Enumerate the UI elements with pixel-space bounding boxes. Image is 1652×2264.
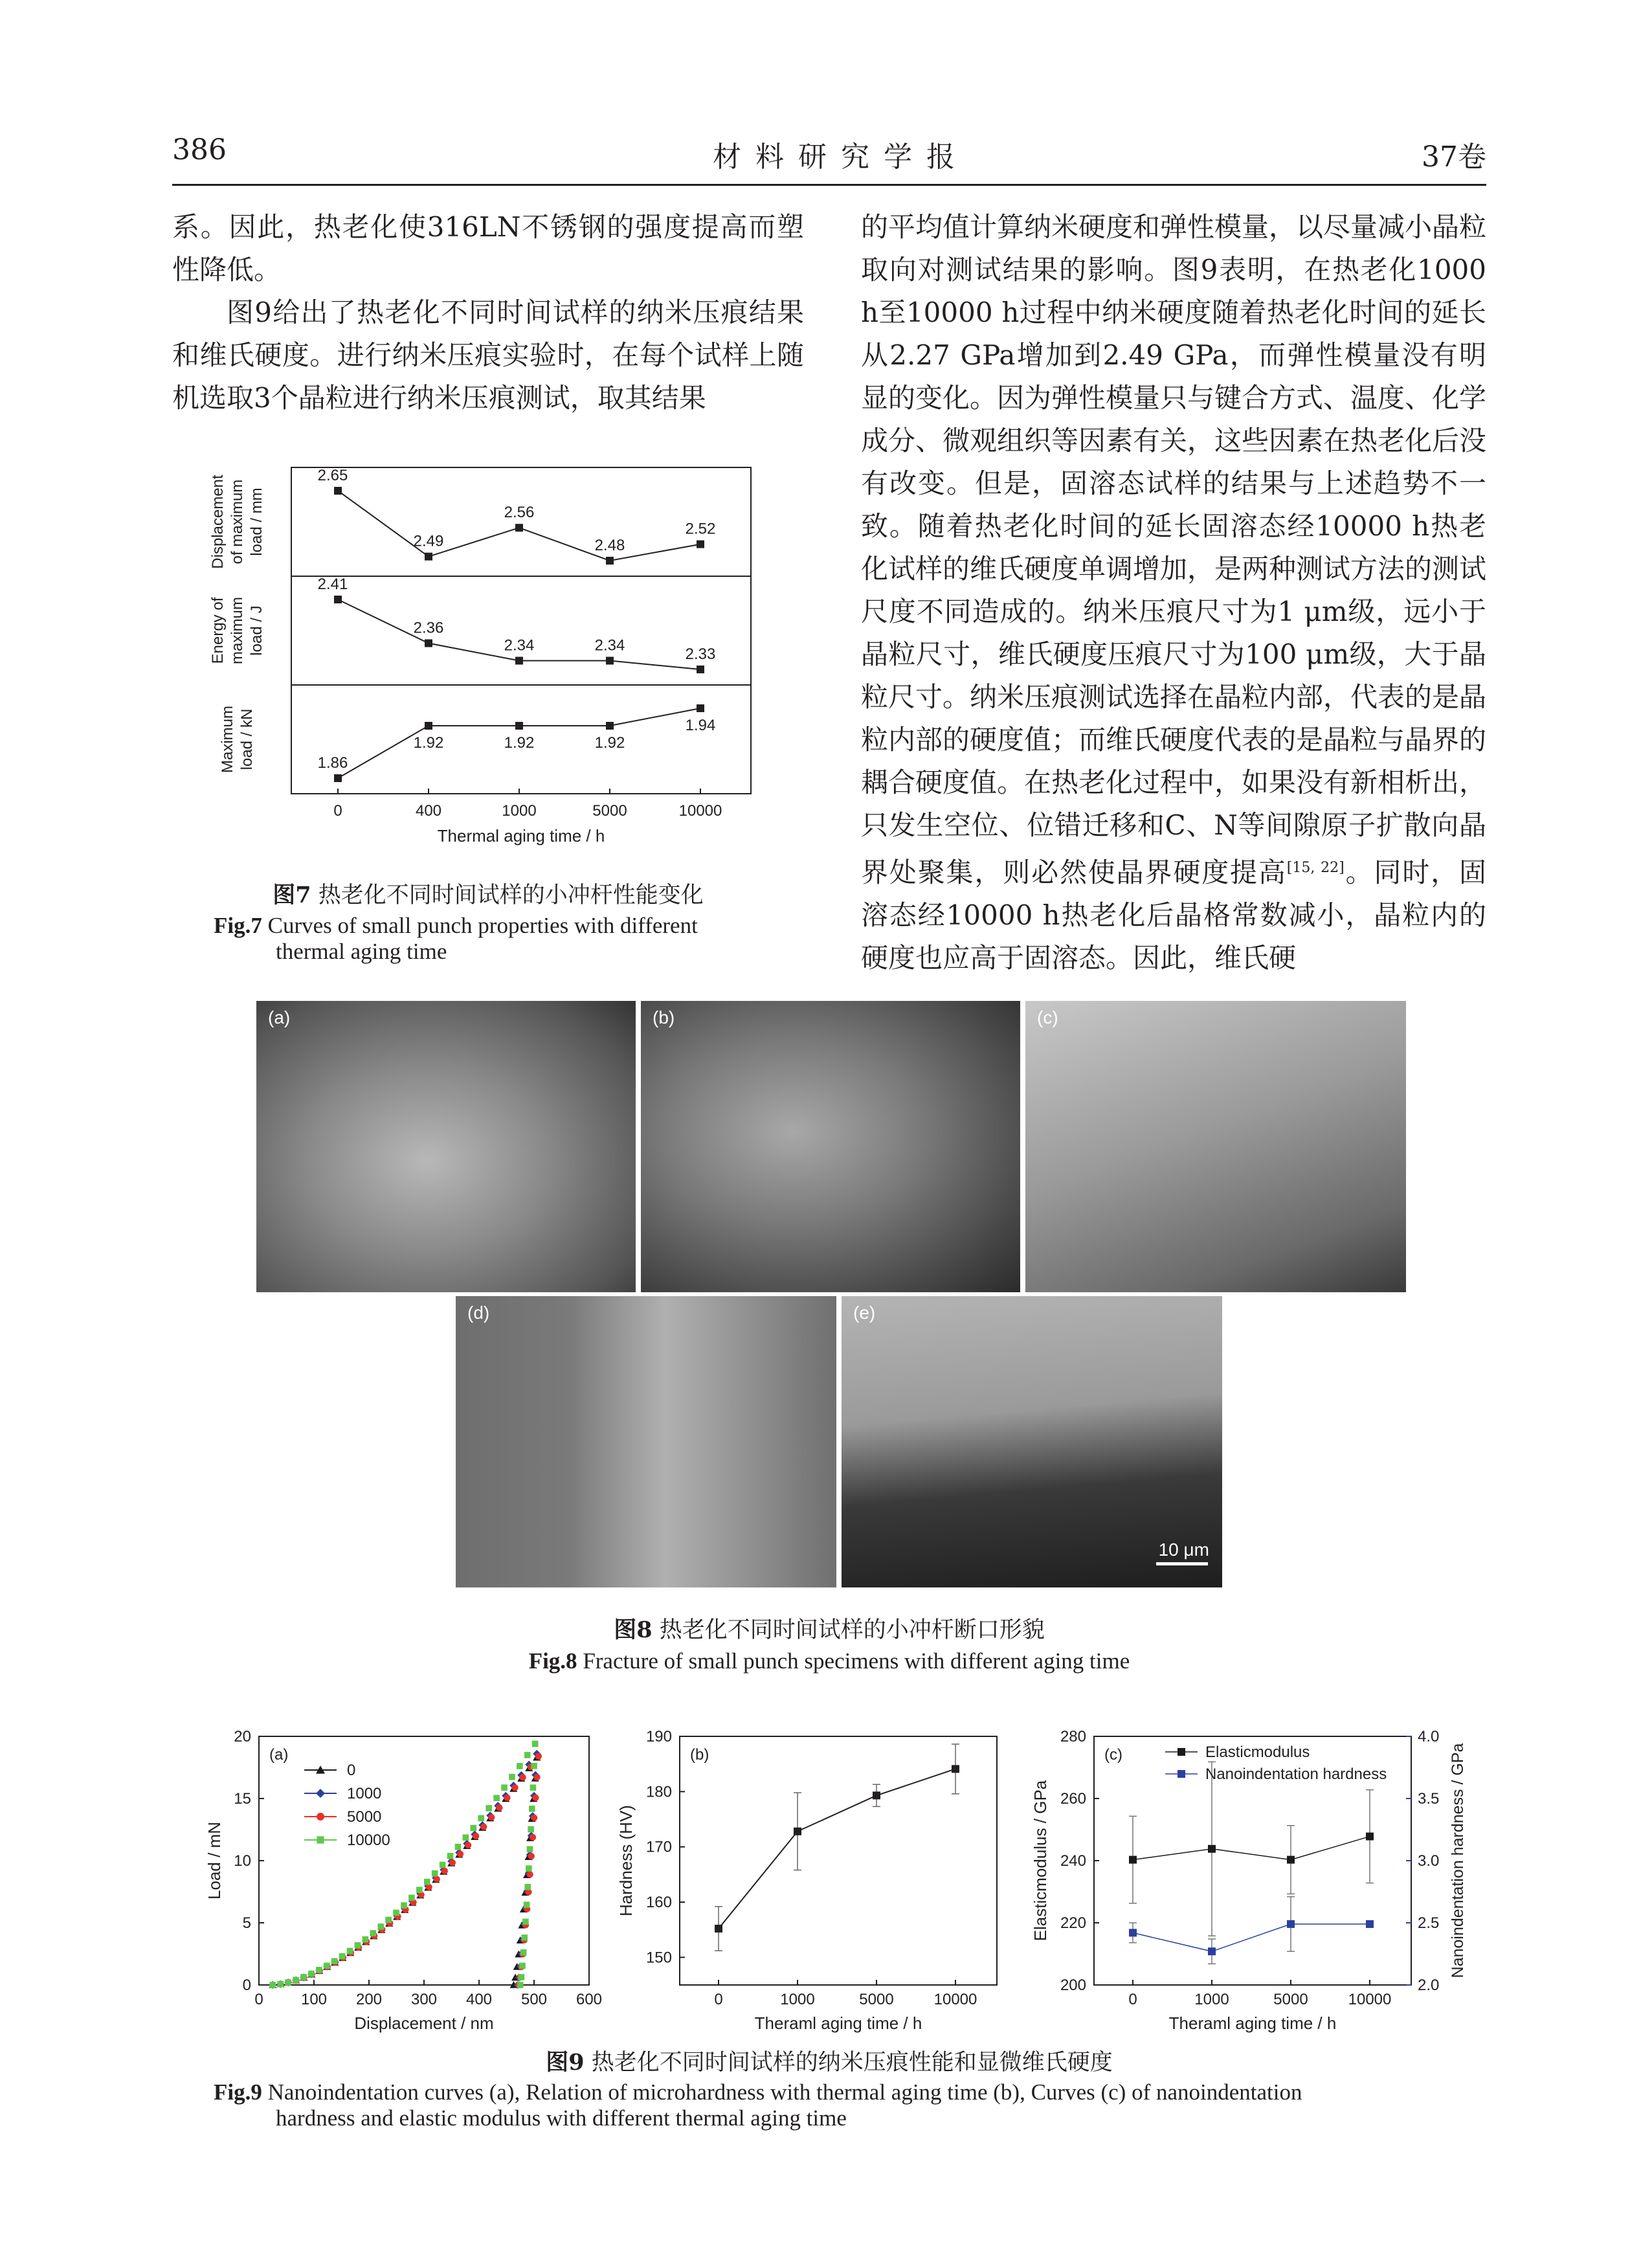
sem-image-d <box>456 1296 836 1587</box>
caption-text: Curves of small punch properties with different <box>262 913 698 938</box>
fig9a-data-point <box>455 1844 462 1850</box>
fig9a-x-tick-label: 0 <box>254 1991 263 2008</box>
fig9c-data-point <box>1208 1845 1216 1853</box>
fig9a-data-point <box>531 1815 537 1821</box>
fig9a-data-point <box>517 1982 524 1988</box>
caption-text: Fracture of small punch specimens with different aging time <box>577 1648 1130 1674</box>
caption-text: hardness and elastic modulus with different thermal aging time <box>276 2105 847 2131</box>
fig9a-x-tick-label: 500 <box>520 1991 548 2008</box>
fig9c-y-tick-label: 280 <box>1060 1728 1086 1745</box>
fig9c-legend-label: Nanoindentation hardness <box>1205 1765 1387 1783</box>
fig9c-data-point <box>1366 1920 1374 1928</box>
fig7-data-label: 1.92 <box>504 734 535 752</box>
right-column-text <box>861 206 1486 980</box>
fig9a-data-point <box>531 1763 537 1769</box>
fig9a-series <box>269 1741 538 1988</box>
fig9b-x-axis-title: Theraml aging time / h <box>754 2013 922 2033</box>
fig7-axis-label: of maximum <box>229 479 246 565</box>
fig7-data-point <box>425 553 432 561</box>
fig7-data-label: 2.52 <box>685 520 716 538</box>
fig9a-y-tick-label: 5 <box>242 1914 251 1932</box>
fig7-data-point <box>515 657 523 665</box>
panel-label: (e) <box>853 1303 876 1323</box>
fig9a-data-point <box>363 1936 369 1943</box>
fig9b-x-tick-label: 0 <box>714 1991 723 2008</box>
fig9c-data-point <box>1129 1929 1137 1936</box>
fig7-data-point <box>606 557 614 565</box>
fig9a-data-point <box>347 1948 353 1955</box>
fig9c-y-right-tick-label: 3.5 <box>1418 1790 1440 1808</box>
fig9b-y-tick-label: 160 <box>645 1894 672 1911</box>
fig9c-panel-label: (c) <box>1104 1746 1122 1764</box>
fig9c-data-point <box>1129 1856 1137 1864</box>
fig8-caption-en <box>172 1648 1486 1674</box>
fig9a-x-tick-label: 200 <box>355 1991 383 2008</box>
fig7-data-point <box>606 657 614 665</box>
fig9b-x-tick-label: 10000 <box>933 1991 977 2008</box>
fig7-axis-label: Displacement <box>209 475 227 569</box>
fig9a-data-point <box>424 1879 430 1885</box>
fig9a-series <box>269 1753 542 1988</box>
sem-image-e <box>842 1296 1222 1587</box>
fig9a-data-point <box>478 1815 484 1822</box>
fig9a-data-point <box>524 1752 531 1758</box>
fig7-axis-label: maximum <box>229 596 246 665</box>
fig7-axis-label: load / kN <box>238 708 256 770</box>
fig9a-data-point <box>393 1910 399 1916</box>
fig7-axis-label: Maximum <box>219 705 236 774</box>
fig9c-data-point <box>1366 1833 1374 1841</box>
fig9a-data-point <box>519 1963 526 1969</box>
fig7-data-point <box>606 722 614 730</box>
fig9b-data-point <box>873 1791 880 1799</box>
fig9a-y-tick-label: 10 <box>234 1852 251 1870</box>
fig9c-series-line <box>1133 1837 1370 1860</box>
fig9a-data-point <box>527 1846 533 1852</box>
caption-label: Fig.7 <box>214 913 262 938</box>
fig9b-y-tick-label: 180 <box>645 1783 672 1801</box>
fig9b-y-tick-label: 190 <box>645 1728 672 1745</box>
caption-text: 热老化不同时间试样的纳米压痕性能和显微维氏硬度 <box>584 2050 1113 2076</box>
caption-label: 图9 <box>546 2049 585 2076</box>
fig9a-data-point <box>447 1853 454 1859</box>
fig9a-data-point <box>520 1774 526 1780</box>
citation: [15, 22] <box>1286 860 1345 876</box>
fig9a-x-axis-title: Displacement / nm <box>354 2013 494 2033</box>
fig9a-data-point <box>370 1930 376 1936</box>
fig9a-data-point <box>527 1871 533 1877</box>
fig7-data-point <box>425 722 432 730</box>
caption-label: 图7 <box>273 882 311 908</box>
fig9a-data-point <box>401 1902 407 1909</box>
fig9a-data-point <box>519 1974 525 1980</box>
fig9a-data-point <box>449 1859 456 1866</box>
fig7-x-tick-label: 0 <box>333 802 342 820</box>
fig9a-data-point <box>277 1981 284 1988</box>
fig9b-y-tick-label: 170 <box>645 1838 672 1856</box>
paragraph-tail: 。同时，固溶态经10000 h热老化后晶格常数减小，晶粒内的硬度也应高于固溶态。因此，维氏硬 <box>861 857 1486 974</box>
fig9c-chart <box>1016 1696 1482 2033</box>
fig9a-y-tick-label: 15 <box>234 1790 251 1808</box>
fig9b-series-line <box>719 1769 955 1929</box>
caption-label: 图8 <box>614 1617 653 1643</box>
fig9a-y-axis-title: Load / mN <box>205 1822 224 1900</box>
fig9a-legend-label: 5000 <box>347 1808 382 1826</box>
fig9c-y-tick-label: 220 <box>1060 1914 1086 1932</box>
fig9a-data-point <box>526 1865 532 1872</box>
fig9a-data-point <box>528 1826 534 1833</box>
fig9a-data-point <box>530 1784 537 1791</box>
fig9a-data-point <box>535 1753 542 1760</box>
fig7-axis-label: load / mm <box>248 488 265 556</box>
fig9c-legend-label: Elasticmodulus <box>1205 1743 1310 1761</box>
caption-text: Nanoindentation curves (a), Relation of microhardness with thermal aging time (b), Curves (c) of nanoindentation <box>262 2079 1302 2105</box>
fig9a-data-point <box>465 1842 471 1848</box>
fig9b-x-tick-label: 1000 <box>780 1991 815 2008</box>
fig9a-data-point <box>480 1824 487 1830</box>
fig7-panel-frame <box>291 576 751 685</box>
fig7-axis-label: load / J <box>248 605 265 656</box>
fig9a-data-point <box>377 1923 384 1930</box>
fig9a-chart <box>194 1696 608 2033</box>
fig9b-plot-frame <box>680 1736 997 1985</box>
scale-bar-label: 10 μm <box>1158 1540 1209 1560</box>
fig9a-data-point <box>471 1825 477 1832</box>
panel-label: (c) <box>1037 1007 1058 1027</box>
fig9a-data-point <box>324 1962 330 1969</box>
fig9c-y-tick-label: 200 <box>1060 1977 1086 1994</box>
fig9c-x-tick-label: 1000 <box>1194 1991 1229 2008</box>
fig8-caption-cn <box>172 1612 1486 1644</box>
fig9a-data-point <box>486 1805 492 1811</box>
fig9-caption-en <box>214 2079 1482 2131</box>
fig9b-y-axis-title: Hardness (HV) <box>616 1805 636 1916</box>
fig9a-x-tick-label: 600 <box>575 1991 603 2008</box>
fig9a-data-point <box>316 1967 322 1973</box>
fig7-caption-en <box>214 913 796 965</box>
fig9a-data-point <box>355 1942 361 1949</box>
fig7-data-label: 2.34 <box>594 636 625 655</box>
fig9c-y-right-tick-label: 4.0 <box>1418 1728 1440 1745</box>
fig7-data-label: 2.49 <box>413 532 444 550</box>
fig9b-y-tick-label: 150 <box>645 1949 672 1967</box>
fig9c-legend-marker <box>1178 1770 1185 1778</box>
fig9c-data-point <box>1208 1947 1216 1955</box>
fig9b-panel-label: (b) <box>690 1746 709 1764</box>
fig7-data-point <box>697 541 704 548</box>
fig9a-data-point <box>440 1862 446 1868</box>
caption-text: 热老化不同时间试样的小冲杆性能变化 <box>311 882 704 908</box>
fig9b-data-point <box>794 1828 801 1835</box>
fig9c-y-right-tick-label: 2.0 <box>1418 1977 1440 1994</box>
fig7-data-point <box>697 666 704 673</box>
fig9a-series <box>269 1754 541 1988</box>
fig7-data-label: 2.36 <box>413 619 444 637</box>
fig7-data-label: 1.92 <box>594 734 625 752</box>
fig9a-y-tick-label: 0 <box>242 1977 251 1994</box>
fig7-data-point <box>515 524 523 532</box>
fig9b-x-tick-label: 5000 <box>859 1991 894 2008</box>
panel-label: (d) <box>467 1303 490 1323</box>
fig9a-data-point <box>529 1806 535 1812</box>
fig9a-data-point <box>488 1814 495 1821</box>
fig7-data-label: 1.94 <box>685 717 716 734</box>
fig9a-data-point <box>522 1919 529 1925</box>
fig9a-data-point <box>473 1833 479 1839</box>
fig9a-legend-label: 0 <box>347 1762 356 1779</box>
caption-label: Fig.9 <box>214 2079 262 2105</box>
panel-label: (b) <box>653 1007 675 1027</box>
fig9a-data-point <box>331 1958 338 1964</box>
fig9c-series-line <box>1133 1924 1370 1951</box>
fig7-panel-frame <box>291 467 751 576</box>
header-rule <box>172 184 1486 186</box>
fig9c-y-right-tick-label: 3.0 <box>1418 1852 1440 1870</box>
fig9c-legend-marker <box>1178 1748 1185 1756</box>
fig7-x-tick-label: 1000 <box>502 802 537 820</box>
fig9a-data-point <box>441 1868 448 1874</box>
fig9a-data-point <box>408 1895 415 1901</box>
fig7-data-label: 2.41 <box>317 576 348 593</box>
fig7-data-point <box>334 774 342 782</box>
fig9a-data-point <box>528 1853 535 1859</box>
caption-text: thermal aging time <box>276 939 447 964</box>
fig9a-data-point <box>493 1795 500 1801</box>
fig9a-data-point <box>416 1887 423 1893</box>
fig9a-data-point <box>509 1774 515 1780</box>
fig9c-x-axis-title: Theraml aging time / h <box>1168 2013 1337 2033</box>
fig7-chart <box>209 453 783 874</box>
fig9b-data-point <box>715 1925 722 1933</box>
fig7-data-label: 2.65 <box>317 467 348 484</box>
fig7-data-point <box>515 722 523 730</box>
journal-title: 材 料 研 究 学 报 <box>713 140 957 174</box>
fig9b-chart <box>602 1696 1023 2033</box>
fig9a-data-point <box>285 1979 291 1986</box>
page-number: 386 <box>172 133 227 166</box>
fig9a-legend-label: 10000 <box>347 1832 390 1849</box>
fig9b-data-point <box>952 1765 959 1773</box>
fig9a-data-point <box>300 1974 307 1980</box>
fig7-x-tick-label: 10000 <box>678 802 722 820</box>
fig9a-legend-marker <box>317 1836 324 1843</box>
fig9a-data-point <box>532 1795 539 1801</box>
fig7-data-label: 1.86 <box>317 754 348 772</box>
fig9a-data-point <box>463 1834 469 1841</box>
caption-text: 热老化不同时间试样的小冲杆断口形貌 <box>652 1617 1045 1643</box>
fig7-data-label: 2.34 <box>504 636 535 655</box>
fig9a-plot-frame <box>259 1736 589 1985</box>
fig9a-series <box>269 1750 541 1989</box>
fig9a-data-point <box>432 1870 438 1877</box>
fig9a-legend-marker <box>317 1813 324 1821</box>
fig9a-data-point <box>385 1917 392 1923</box>
volume-number: 37卷 <box>1422 140 1486 174</box>
fig7-data-point <box>425 640 432 647</box>
fig9-caption-cn <box>172 2045 1486 2077</box>
fig9a-legend-label: 1000 <box>347 1785 382 1802</box>
paragraph: 系。因此，热老化使316LN不锈钢的强度提高而塑性降低。 <box>172 211 804 286</box>
sem-image-c <box>1025 1001 1406 1292</box>
fig9a-panel-label: (a) <box>269 1746 289 1764</box>
fig9c-x-tick-label: 5000 <box>1273 1991 1308 2008</box>
fig9a-data-point <box>269 1982 276 1988</box>
fig9a-data-point <box>522 1934 528 1941</box>
fig7-data-label: 2.33 <box>685 645 716 663</box>
fig7-x-axis-title: Thermal aging time / h <box>437 826 605 846</box>
fig9a-x-tick-label: 400 <box>465 1991 493 2008</box>
fig7-caption-cn <box>172 877 804 910</box>
fig9a-data-point <box>496 1804 502 1811</box>
fig9a-data-point <box>532 1741 539 1747</box>
fig7-data-label: 1.92 <box>413 734 444 752</box>
panel-label: (a) <box>268 1007 291 1027</box>
caption-label: Fig.8 <box>528 1648 577 1674</box>
fig9a-x-tick-label: 300 <box>410 1991 438 2008</box>
fig9c-y-right-axis-title: Nanoindentation hardness / GPa <box>1449 1743 1467 1978</box>
fig9a-legend-marker <box>316 1789 325 1798</box>
fig9a-data-point <box>511 1784 518 1791</box>
paragraph: 图9给出了热老化不同时间试样的纳米压痕结果和维氏硬度。进行纳米压痕实验时，在每个试样上随机选取3个晶粒进行纳米压痕测试，取其结果 <box>172 297 804 414</box>
fig9a-y-tick-label: 20 <box>234 1728 251 1745</box>
fig9a-data-point <box>530 1834 536 1841</box>
fig9c-data-point <box>1287 1856 1295 1864</box>
fig9c-data-point <box>1287 1920 1295 1928</box>
fig9a-data-point <box>434 1876 440 1882</box>
fig7-data-label: 2.56 <box>504 504 535 522</box>
fig9a-data-point <box>457 1851 463 1857</box>
paragraph <box>861 206 1486 980</box>
fig7-axis-label: Energy of <box>209 597 227 664</box>
fig9a-data-point <box>534 1774 541 1780</box>
fig7-data-point <box>697 704 704 712</box>
sem-image-b <box>641 1001 1020 1292</box>
fig9a-data-point <box>501 1784 508 1791</box>
fig9c-y-right-tick-label: 2.5 <box>1418 1914 1440 1932</box>
fig9a-data-point <box>293 1977 299 1984</box>
fig9a-data-point <box>504 1795 510 1801</box>
fig7-data-point <box>334 487 342 495</box>
fig7-x-tick-label: 5000 <box>592 802 627 820</box>
sem-image-a <box>256 1001 636 1292</box>
fig9c-x-tick-label: 10000 <box>1348 1991 1392 2008</box>
fig9a-data-point <box>308 1971 315 1977</box>
scale-bar <box>1156 1562 1208 1565</box>
fig9a-x-tick-label: 100 <box>300 1991 328 2008</box>
left-column-text <box>172 206 804 420</box>
fig9a-data-point <box>524 1884 531 1890</box>
fig7-data-label: 2.48 <box>594 537 625 554</box>
fig9a-data-point <box>517 1763 523 1769</box>
fig9a-data-point <box>339 1953 346 1960</box>
paragraph-body: 的平均值计算纳米硬度和弹性模量，以尽量减小晶粒取向对测试结果的影响。图9表明，在热老化1000 h至10000 h过程中纳米硬度随着热老化时间的延长从2.27 GPa增加到2.49 GPa，而弹性模量没有明显的变化。因为弹性模量只与键合方式、温度、化学成分、微观组织等因素有关，这些因素在热老化后没有改变。但是，固溶态试样的结果与上述趋势不一致。随着热老化时间的延长固溶态经10000 h热老化试样的维氏硬度单调增加，是两种测试方法的测试尺度不同造成的。纳米压痕尺寸为1 μm级，远小于晶粒尺寸，维氏硬度压痕尺寸为100 μm级，大于晶粒尺寸。纳米压痕测试选择在晶粒内部，代表的是晶粒内部的硬度值；而维氏硬度代表的是晶粒与晶界的耦合硬度值。在热老化过程中，如果没有新相析出，只发生空位、位错迁移和C、N等间隙原子扩散向晶界处聚集，则必然使晶界硬度提高 <box>861 211 1487 888</box>
fig9c-x-tick-label: 0 <box>1128 1991 1137 2008</box>
fig7-data-point <box>334 596 342 603</box>
fig9c-y-tick-label: 240 <box>1060 1852 1086 1870</box>
fig9c-y-axis-title: Elasticmodulus / GPa <box>1031 1780 1050 1942</box>
fig9a-data-point <box>524 1901 530 1908</box>
fig9a-data-point <box>520 1949 527 1956</box>
fig7-x-tick-label: 400 <box>415 802 442 820</box>
fig9c-y-tick-label: 260 <box>1060 1790 1086 1808</box>
